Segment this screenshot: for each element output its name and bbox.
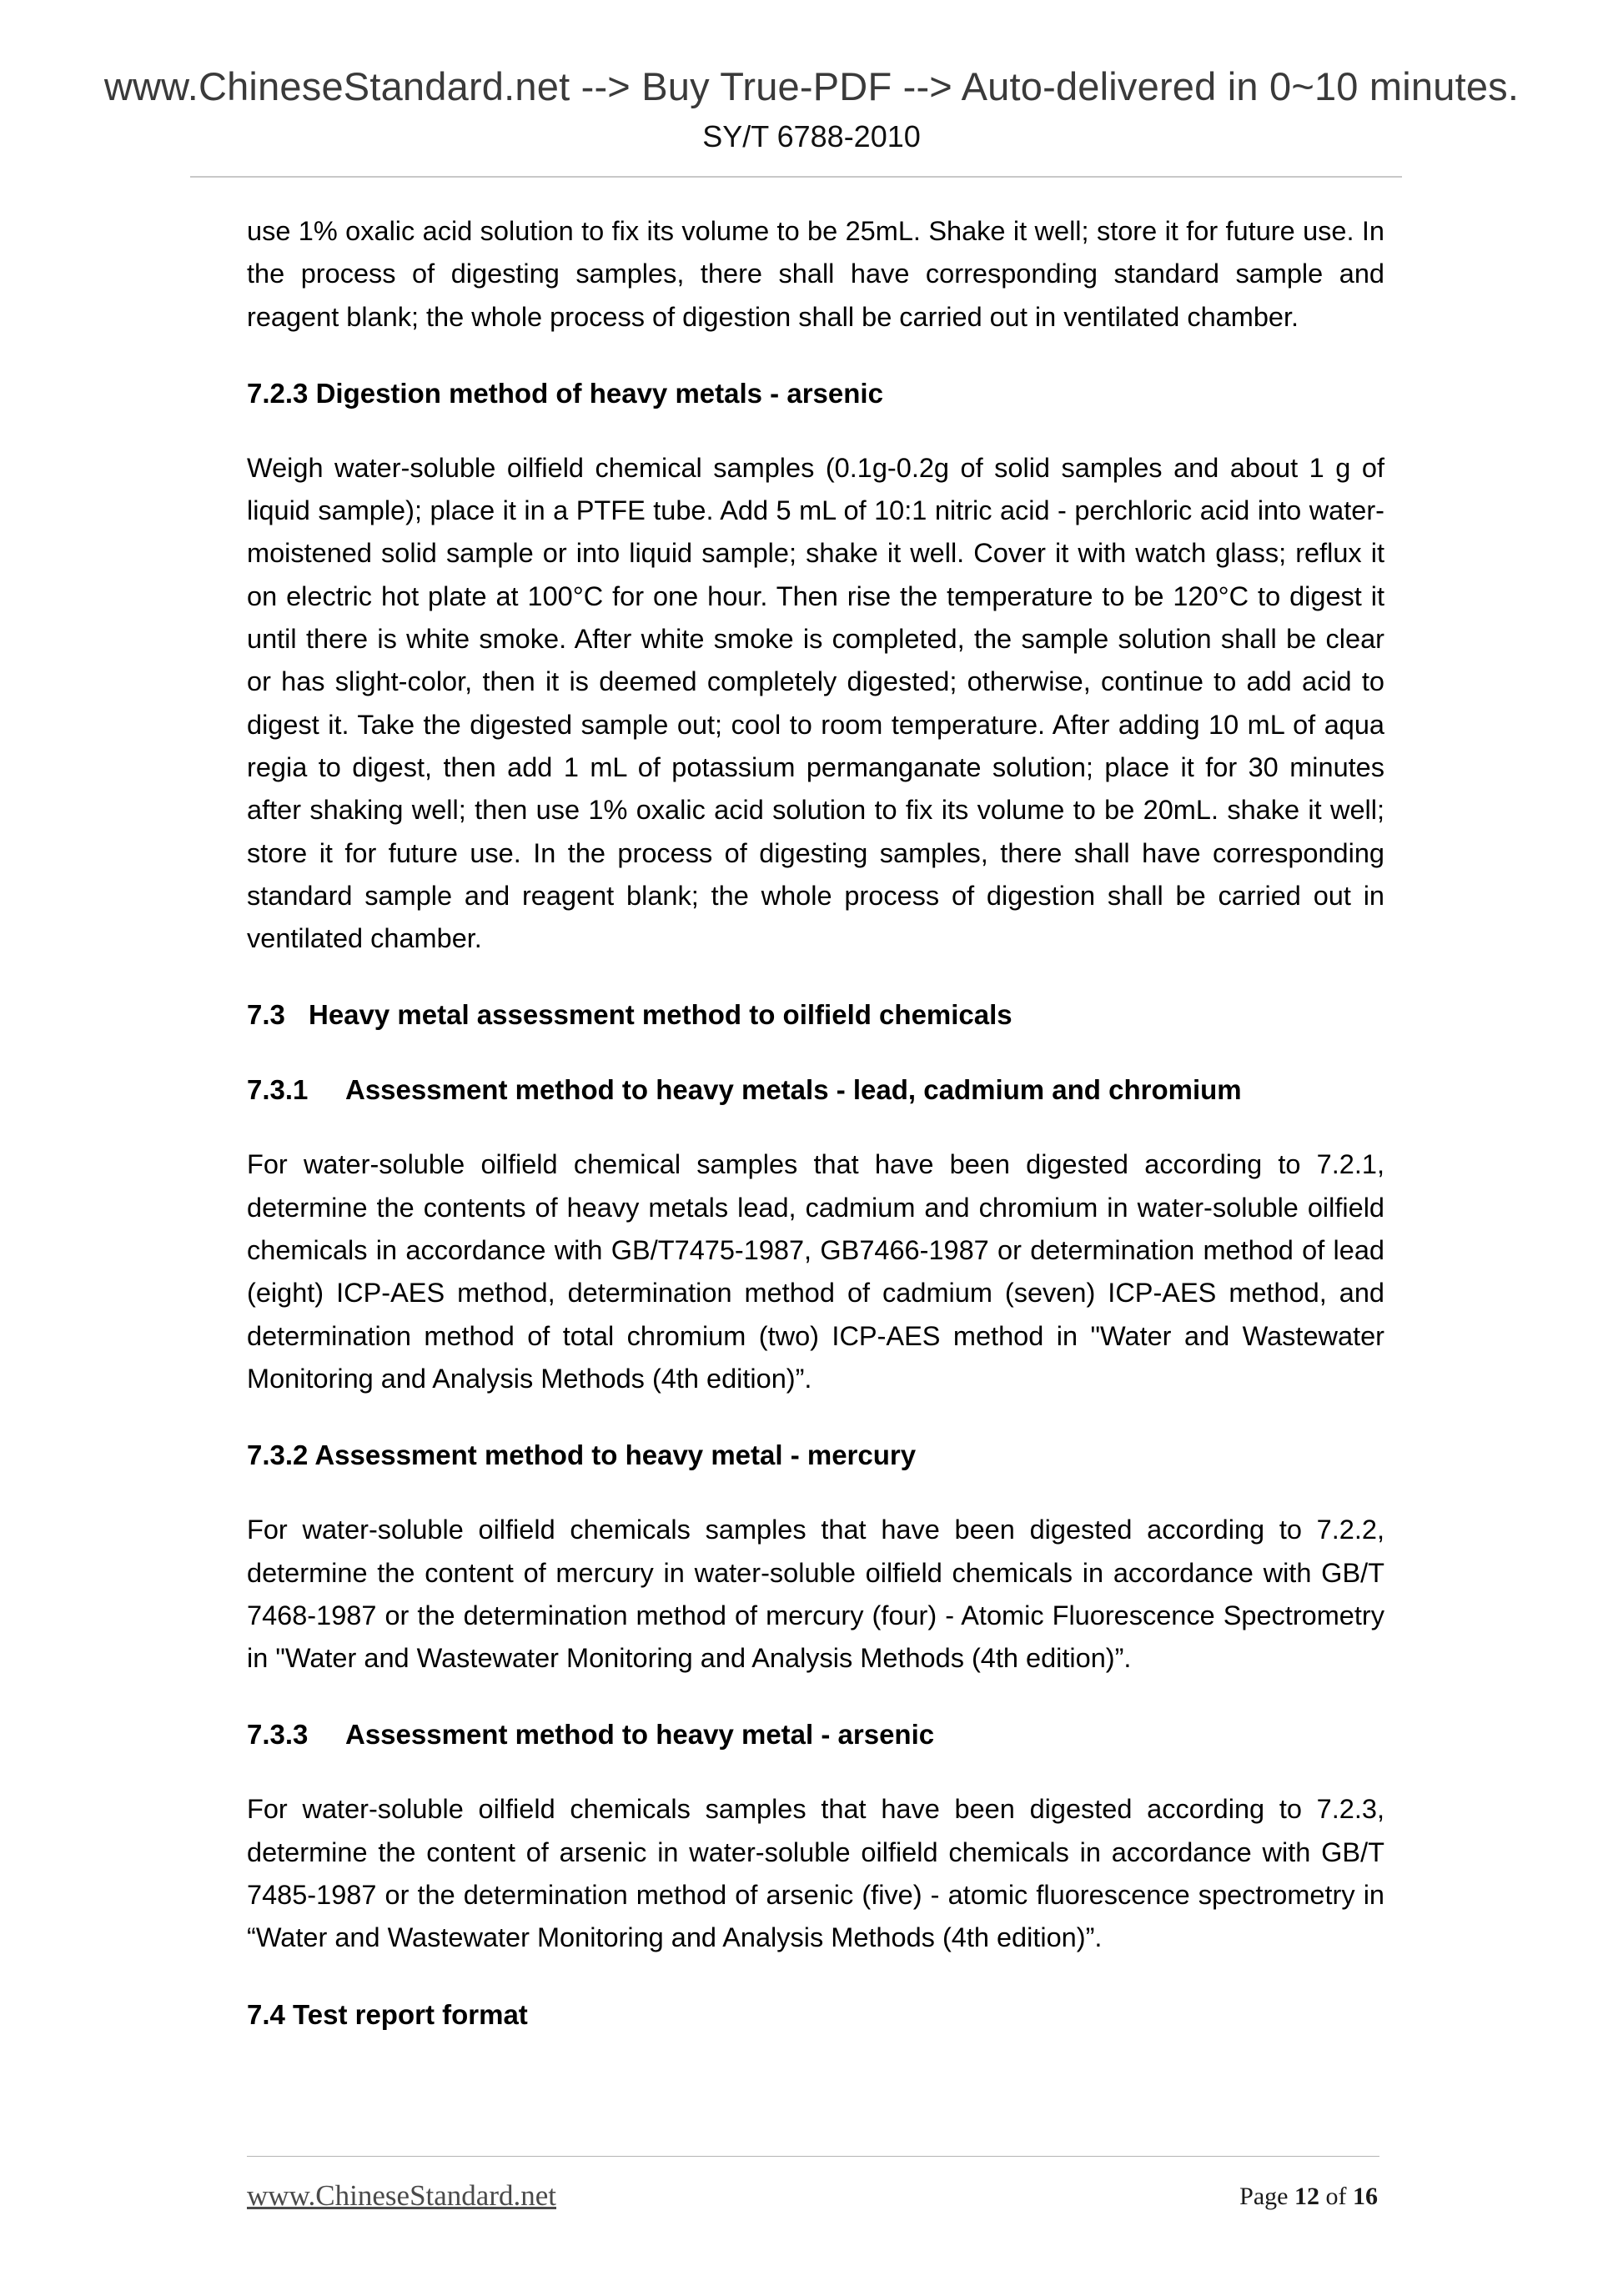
heading-7-2-3: 7.2.3 Digestion method of heavy metals - arsenic <box>247 377 883 409</box>
footer-divider <box>247 2156 1379 2157</box>
document-body <box>247 210 1384 2068</box>
paragraph-7-3-1: For water-soluble oilfield chemical samples that have been digested according to 7.2.1, determine the contents of heavy metals lead, cadmium and chromium in water-soluble oilfield chemicals in accordance with GB/T7475-1987, GB7466-1987 or determination method of lead (eight) ICP-AES method, determination method of cadmium (seven) ICP-AES method, and determination method of total chromium (two) ICP-AES method in "Water and Wastewater Monitoring and Analysis Methods (4th edition)”. <box>247 1149 1384 1394</box>
heading-7-3-1-title: Assessment method to heavy metals - lead, cadmium and chromium <box>345 1074 1242 1106</box>
heading-7-3-3 <box>247 1713 1384 1756</box>
paragraph-7-2-3: Weigh water-soluble oilfield chemical samples (0.1g-0.2g of solid samples and about 1 g of liquid sample); place it in a PTFE tube. Add 5 mL of 10:1 nitric acid - perchloric acid into water-moistened solid sample or into liquid sample; shake it well. Cover it with watch glass; reflux it on electric hot plate at 100°C for one hour. Then rise the temperature to be 120°C to digest it until there is white smoke. After white smoke is completed, the sample solution shall be clear or has slight-color, then it is deemed completely digested; otherwise, continue to add acid to digest it. Take the digested sample out; cool to room temperature. After adding 10 mL of aqua regia to digest, then add 1 mL of potassium permanganate solution; place it for 30 minutes after shaking well; then use 1% oxalic acid solution to fix its volume to be 20mL. shake it well; store it for future use. In the process of digesting samples, there shall have corresponding standard sample and reagent blank; the whole process of digestion shall be carried out in ventilated chamber. <box>247 452 1384 954</box>
heading-7-4: 7.4 Test report format <box>247 1998 528 2030</box>
paragraph-7-3-3: For water-soluble oilfield chemicals samples that have been digested according to 7.2.3, determine the content of arsenic in water-soluble oilfield chemicals in accordance with GB/T 7485-1987 or the determination method of arsenic (five) - atomic fluorescence spectrometry in “Water and Wastewater Monitoring and Analysis Methods (4th edition)”. <box>247 1794 1384 1953</box>
paragraph-continued: use 1% oxalic acid solution to fix its volume to be 25mL. Shake it well; store it for future use. In the process of digesting samples, there shall have corresponding standard sample and reagent blank; the whole process of digestion shall be carried out in ventilated chamber. <box>247 216 1384 332</box>
footer-site-link[interactable]: www.ChineseStandard.net <box>247 2179 556 2212</box>
heading-7-3-1-number: 7.3.1 <box>247 1074 309 1106</box>
page-word: Page <box>1239 2183 1289 2210</box>
page-number <box>1239 2183 1378 2211</box>
heading-7-3-number: 7.3 <box>247 999 285 1031</box>
page-current: 12 <box>1294 2183 1319 2210</box>
heading-7-3-3-number: 7.3.3 <box>247 1719 309 1751</box>
heading-7-3-3-title: Assessment method to heavy metal - arsenic <box>345 1719 935 1751</box>
heading-7-3-1 <box>247 1068 1384 1111</box>
of-word: of <box>1325 2183 1347 2210</box>
paragraph-7-3-2: For water-soluble oilfield chemicals samples that have been digested according to 7.2.2, determine the content of mercury in water-soluble oilfield chemicals in accordance with GB/T 7468-1987 or the determination method of mercury (four) - Atomic Fluorescence Spectrometry in "Water and Wastewater Monitoring and Analysis Methods (4th edition)”. <box>247 1515 1384 1674</box>
heading-7-3-2: 7.3.2 Assessment method to heavy metal - mercury <box>247 1439 917 1471</box>
heading-7-3 <box>247 993 1384 1036</box>
site-banner[interactable]: www.ChineseStandard.net --> Buy True-PDF --> Auto-delivered in 0~10 minutes. <box>103 64 1520 108</box>
standard-code: SY/T 6788-2010 <box>702 119 921 153</box>
heading-7-3-title: Heavy metal assessment method to oilfield chemicals <box>309 999 1012 1031</box>
page-total: 16 <box>1353 2183 1378 2210</box>
header-divider <box>190 176 1402 178</box>
